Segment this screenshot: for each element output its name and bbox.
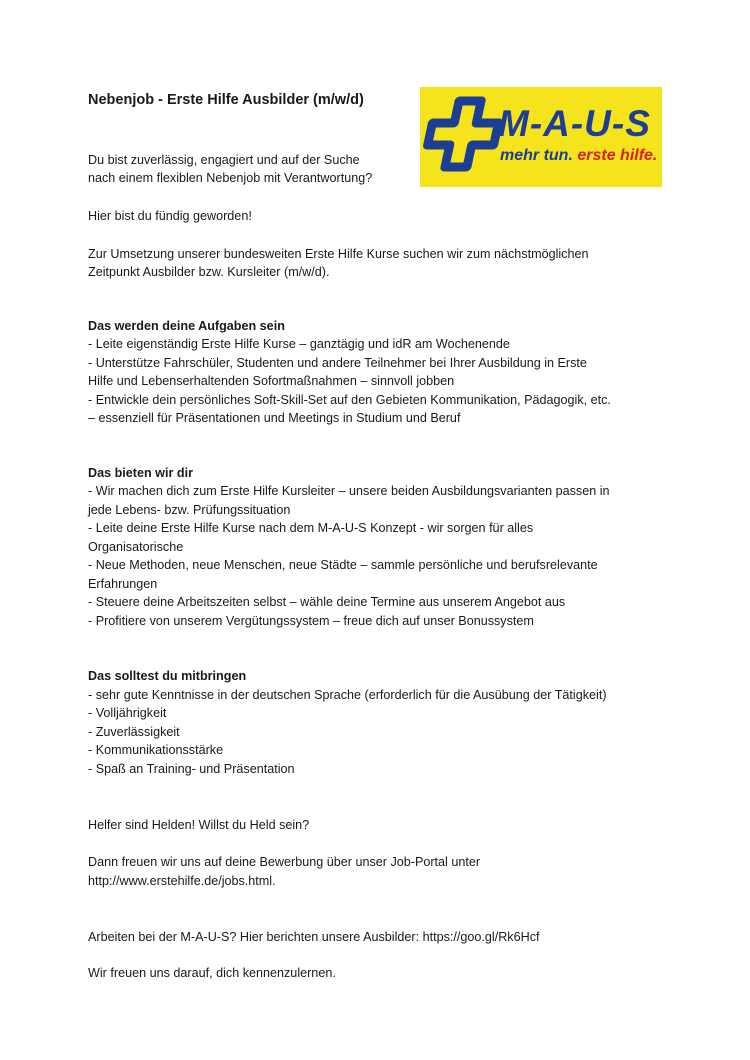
closing-apply-link[interactable]: http://www.erstehilfe.de/jobs.html. <box>88 874 276 888</box>
maus-logo <box>420 87 662 187</box>
list-item: - Leite eigenständig Erste Hilfe Kurse – ganztägig und idR am Wochenende <box>88 337 510 351</box>
list-item: - Entwickle dein persönliches Soft-Skill-Set auf den Gebieten Kommunikation, Pädagogik, etc. <box>88 393 611 407</box>
list-item: - Zuverlässigkeit <box>88 725 180 739</box>
list-item: jede Lebens- bzw. Prüfungssituation <box>88 503 291 517</box>
intro-found: Hier bist du fündig geworden! <box>88 209 252 223</box>
list-item: - Profitiere von unserem Vergütungssystem – freue dich auf unser Bonussystem <box>88 614 534 628</box>
list-item: - Leite deine Erste Hilfe Kurse nach dem M-A-U-S Konzept - wir sorgen für alles <box>88 521 534 535</box>
list-item: - Kommunikationsstärke <box>88 743 224 757</box>
intro-paragraph-2: Zeitpunkt Ausbilder bzw. Kursleiter (m/w/d). <box>88 265 330 279</box>
intro-line-1: Du bist zuverlässig, engagiert und auf der Suche <box>88 153 360 167</box>
closing-apply-1: Dann freuen wir uns auf deine Bewerbung über unser Job-Portal unter <box>88 855 481 869</box>
intro-line-2: nach einem flexiblen Nebenjob mit Verantwortung? <box>88 171 373 185</box>
list-item: - Wir machen dich zum Erste Hilfe Kursleiter – unsere beiden Ausbildungsvarianten passen in <box>88 484 610 498</box>
list-item: - Neue Methoden, neue Menschen, neue Städte – sammle persönliche und berufsrelevante <box>88 558 598 572</box>
logo-tagline <box>500 147 657 165</box>
logo-tagline-part2: erste hilfe. <box>577 147 658 164</box>
list-item: Erfahrungen <box>88 577 158 591</box>
list-item: Hilfe und Lebenserhaltenden Sofortmaßnahmen – sinnvoll jobben <box>88 374 455 388</box>
requirements-heading: Das solltest du mitbringen <box>88 669 247 683</box>
tasks-heading: Das werden deine Aufgaben sein <box>88 319 285 333</box>
list-item: – essenziell für Präsentationen und Meetings in Studium und Beruf <box>88 411 461 425</box>
intro-paragraph-1: Zur Umsetzung unserer bundesweiten Erste Hilfe Kurse suchen wir zum nächstmöglichen <box>88 247 589 261</box>
closing-trainers[interactable]: Arbeiten bei der M-A-U-S? Hier berichten unsere Ausbilder: https://goo.gl/Rk6Hcf <box>88 930 540 944</box>
closing-farewell: Wir freuen uns darauf, dich kennenzulernen. <box>88 966 336 980</box>
list-item: Organisatorische <box>88 540 184 554</box>
logo-tagline-part1: mehr tun. <box>500 147 573 164</box>
page-title: Nebenjob - Erste Hilfe Ausbilder (m/w/d) <box>88 92 364 108</box>
list-item: - sehr gute Kenntnisse in der deutschen Sprache (erforderlich für die Ausübung der Tätigkeit) <box>88 688 607 702</box>
logo-brand: M-A-U-S <box>498 103 651 144</box>
list-item: - Volljährigkeit <box>88 706 167 720</box>
closing-heroes: Helfer sind Helden! Willst du Held sein? <box>88 818 310 832</box>
list-item: - Spaß an Training- und Präsentation <box>88 762 295 776</box>
offer-heading: Das bieten wir dir <box>88 466 193 480</box>
list-item: - Unterstütze Fahrschüler, Studenten und andere Teilnehmer bei Ihrer Ausbildung in Erste <box>88 356 587 370</box>
list-item: - Steuere deine Arbeitszeiten selbst – wähle deine Termine aus unserem Angebot aus <box>88 595 566 609</box>
